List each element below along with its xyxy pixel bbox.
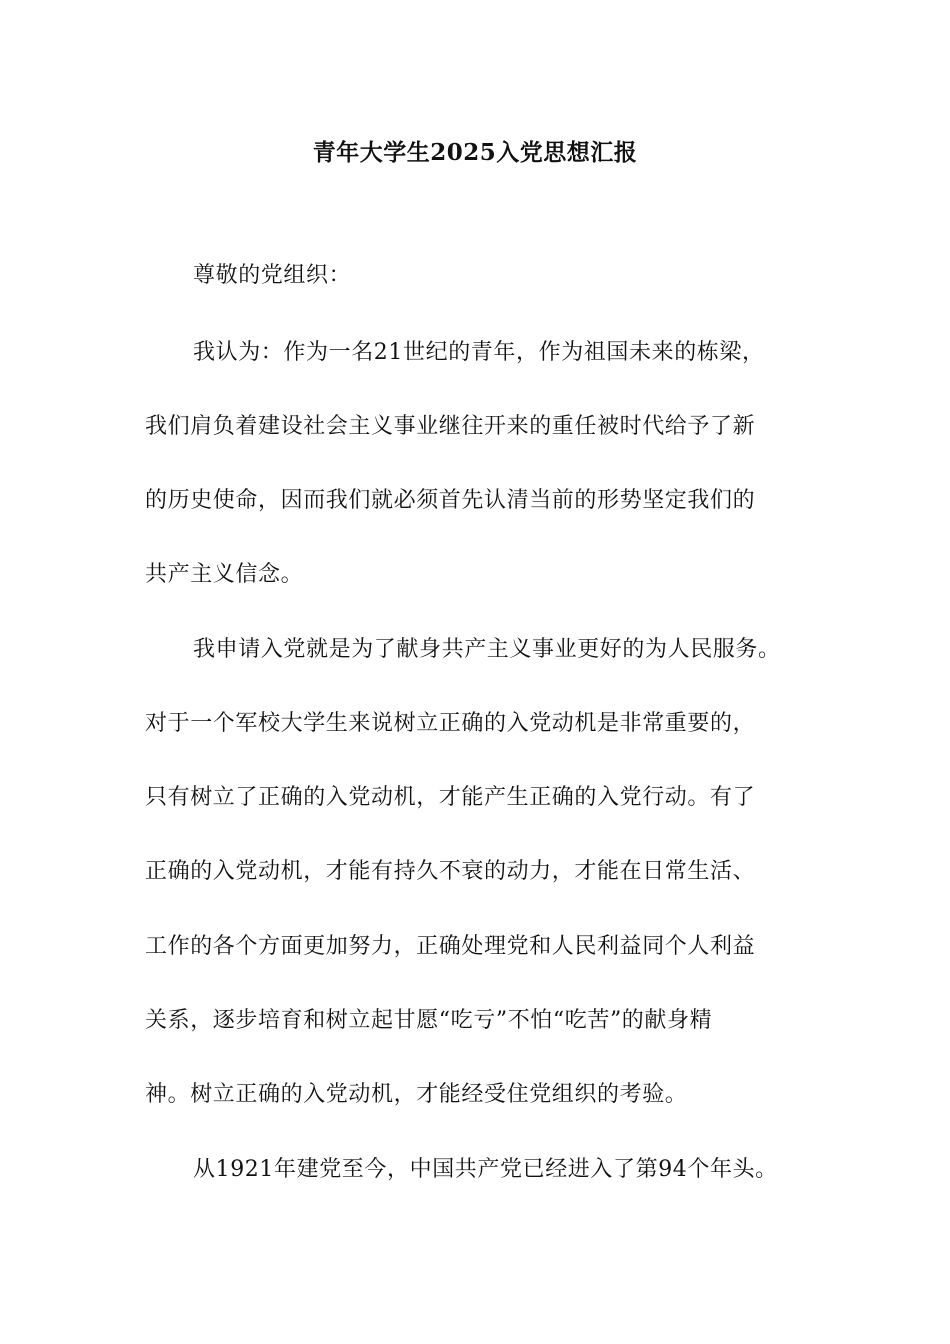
paragraph-1-line-2: 我们肩负着建设社会主义事业继往开来的重任被时代给予了新 [145, 414, 756, 439]
paragraph-1-line-1: 我认为：作为一名21世纪的青年，作为祖国未来的栋梁， [193, 340, 765, 365]
paragraph-2-line-4: 正确的入党动机，才能有持久不衰的动力，才能在日常生活、 [145, 859, 756, 884]
paragraph-1-line-3: 的历史使命，因而我们就必须首先认清当前的形势坚定我们的 [145, 488, 756, 513]
paragraph-2-line-1: 我申请入党就是为了献身共产主义事业更好的为人民服务。 [193, 637, 781, 662]
paragraph-1-line-4: 共产主义信念。 [145, 562, 304, 587]
paragraph-2-line-2: 对于一个军校大学生来说树立正确的入党动机是非常重要的， [145, 711, 756, 736]
salutation: 尊敬的党组织： [193, 263, 352, 288]
paragraph-3-line-1: 从1921年建党至今，中国共产党已经进入了第94个年头。 [193, 1157, 778, 1182]
paragraph-2-line-5: 工作的各个方面更加努力，正确处理党和人民利益同个人利益 [145, 934, 756, 959]
document-title: 青年大学生2025入党思想汇报 [312, 139, 638, 166]
paragraph-2-line-6: 关系，逐步培育和树立起甘愿“吃亏”不怕“吃苦”的献身精 [145, 1008, 713, 1033]
paragraph-2-line-7: 神。树立正确的入党动机，才能经受住党组织的考验。 [145, 1082, 688, 1107]
paragraph-2-line-3: 只有树立了正确的入党动机，才能产生正确的入党行动。有了 [145, 785, 756, 810]
